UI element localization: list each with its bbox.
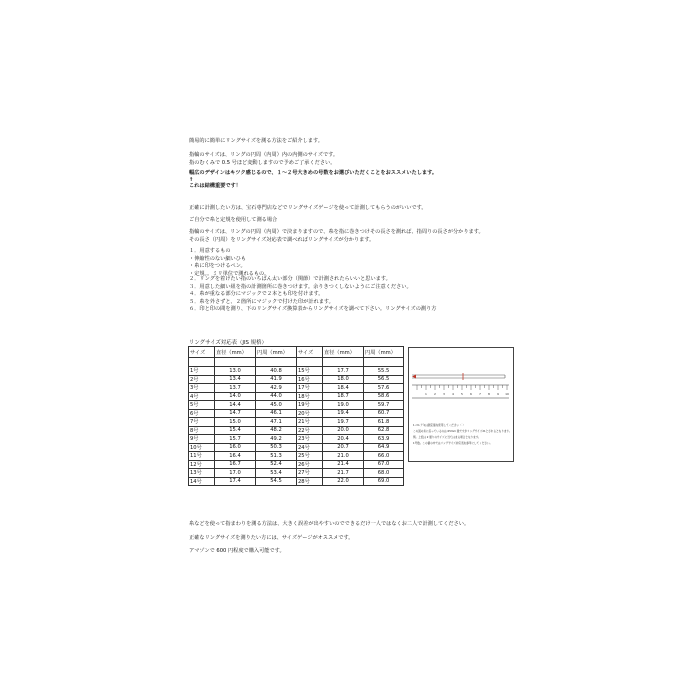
- table-cell: 16.4: [215, 452, 256, 461]
- step-item: ４．糸が重なる部分にマジックで２本とも印を付けます。: [189, 291, 324, 298]
- ruler-number: 9: [497, 392, 499, 396]
- table-row: [189, 443, 404, 452]
- table-cell: 28号: [297, 477, 323, 486]
- table-cell: 52.4: [256, 460, 297, 469]
- table-row: [189, 435, 404, 444]
- table-cell: 47.1: [256, 418, 297, 427]
- table-cell: 20.0: [323, 426, 364, 435]
- method-line: その長さ（円周）をリングサイズ対応表で調べればリングサイズが分かります。: [189, 236, 375, 243]
- ruler-number: 8: [488, 392, 490, 396]
- important-note: これは結構重要です！: [189, 183, 241, 189]
- step-item: ２．リングを着けたい指のいちばん太い部分（関節）で計測されたらいいと思います。: [189, 276, 391, 282]
- table-cell: 15号: [297, 367, 323, 376]
- table-cell: [323, 358, 364, 367]
- table-cell: 41.9: [256, 375, 297, 384]
- figure-note: 1号数。この値の中ではリングサイズ対応表を参考にしてください。: [413, 442, 493, 445]
- table-header-cell: サイズ: [189, 347, 215, 358]
- table-cell: 63.9: [364, 435, 404, 444]
- table-title: リングサイズ対応表（JIS 規格）: [189, 340, 267, 346]
- table-cell: 18.7: [323, 392, 364, 401]
- ruler-number: 10: [505, 392, 509, 396]
- table-header-row: [189, 347, 404, 358]
- ruler-number: 7: [479, 392, 481, 396]
- table-cell: 67.0: [364, 460, 404, 469]
- table-cell: 9号: [189, 435, 215, 444]
- table-cell: 64.9: [364, 443, 404, 452]
- table-cell: 14号: [189, 477, 215, 486]
- table-row: [189, 460, 404, 469]
- table-cell: 50.3: [256, 443, 297, 452]
- table-spacer-row: [189, 358, 404, 367]
- table-cell: [215, 358, 256, 367]
- table-row: [189, 469, 404, 478]
- table-cell: 20.7: [323, 443, 364, 452]
- table-row: [189, 401, 404, 410]
- intro-text: 簡易的に簡単にリングサイズを測る方法をご紹介します。: [189, 138, 323, 144]
- table-row: [189, 452, 404, 461]
- figure-note: 例。上記は 2 通りのサイズに当てはまる場合となります。: [413, 436, 481, 439]
- table-cell: 51.3: [256, 452, 297, 461]
- table-header-cell: サイズ: [297, 347, 323, 358]
- table-row: [189, 367, 404, 376]
- table-cell: 58.6: [364, 392, 404, 401]
- table-row: [189, 375, 404, 384]
- sizes-note: [189, 152, 338, 167]
- table-cell: 1号: [189, 367, 215, 376]
- table-cell: 60.7: [364, 409, 404, 418]
- table-cell: 13.7: [215, 384, 256, 393]
- table-cell: 45.0: [256, 401, 297, 410]
- table-cell: 17.0: [215, 469, 256, 478]
- table-header-cell: 直径（mm）: [323, 347, 364, 358]
- table-cell: 54.5: [256, 477, 297, 486]
- ruler-number: 6: [470, 392, 472, 396]
- table-cell: 62.8: [364, 426, 404, 435]
- table-cell: 22.0: [323, 477, 364, 486]
- table-cell: 13号: [189, 469, 215, 478]
- table-cell: 13.0: [215, 367, 256, 376]
- table-row: [189, 384, 404, 393]
- table-cell: 57.6: [364, 384, 404, 393]
- table-cell: 27号: [297, 469, 323, 478]
- table-cell: 40.8: [256, 367, 297, 376]
- self-measure-heading: ご自分で糸と定規を使用して測る場合: [189, 217, 278, 223]
- table-cell: 18.0: [323, 375, 364, 384]
- sizes-note-line: 指輪のサイズは、リングの円周（内周）内の内側のサイズです。: [189, 152, 339, 158]
- table-cell: 49.2: [256, 435, 297, 444]
- table-cell: 22号: [297, 426, 323, 435]
- ruler-number: 5: [461, 392, 463, 396]
- table-header-cell: 円周（mm）: [364, 347, 404, 358]
- figure-note: 1 cm アキは測定値を使用してください（ ）: [413, 424, 466, 427]
- table-cell: 21.4: [323, 460, 364, 469]
- step-item: ６．印と印の間を測り、下のリングサイズ換算表からリングサイズを調べて下さい。リングサイズの測り方: [189, 306, 437, 313]
- table-cell: 24号: [297, 443, 323, 452]
- footer-note: アマゾンで 600 円程度で購入可能です。: [189, 548, 285, 554]
- ruler-number: 4: [452, 392, 454, 396]
- items-list-item: ・糸に印をつけるペン。: [189, 263, 246, 270]
- table-cell: 21.0: [323, 452, 364, 461]
- table-cell: 12号: [189, 460, 215, 469]
- method-line: 指輪のサイズは、リングの円周（内周）で決まりますので、糸を指に巻きつけその長さを測れば、指周りの長さが分かります。: [189, 229, 484, 235]
- ruler-number: 2: [434, 392, 436, 396]
- table-cell: 17号: [297, 384, 323, 393]
- table-cell: 16.7: [215, 460, 256, 469]
- table-cell: 13.4: [215, 375, 256, 384]
- step-item: ５．糸を外さずと、２箇所にマジックで付けた印が計れます。: [189, 298, 334, 305]
- table-cell: [364, 358, 404, 367]
- table-cell: 17.7: [323, 367, 364, 376]
- table-cell: 17.4: [215, 477, 256, 486]
- footer-note: 正確なリングサイズを測りたい方には、サイズゲージがオススメです。: [189, 535, 354, 541]
- table-cell: 14.0: [215, 392, 256, 401]
- table-cell: 18.4: [323, 384, 364, 393]
- items-list: [189, 248, 269, 278]
- table-cell: 15.4: [215, 426, 256, 435]
- table-cell: 19.4: [323, 409, 364, 418]
- items-list-item: １．用意するもの: [189, 248, 231, 254]
- table-cell: 48.2: [256, 426, 297, 435]
- table-cell: 4号: [189, 392, 215, 401]
- table-cell: 16.0: [215, 443, 256, 452]
- table-cell: [256, 358, 297, 367]
- table-cell: 23号: [297, 435, 323, 444]
- table-cell: 26号: [297, 460, 323, 469]
- table-cell: 16号: [297, 375, 323, 384]
- table-cell: 42.9: [256, 384, 297, 393]
- table-cell: 66.0: [364, 452, 404, 461]
- table-cell: 8号: [189, 426, 215, 435]
- table-cell: 55.5: [364, 367, 404, 376]
- table-row: [189, 409, 404, 418]
- arrow-mark: ↑: [189, 177, 194, 183]
- table-cell: 19.0: [323, 401, 364, 410]
- table-cell: 19.7: [323, 418, 364, 427]
- table-cell: 11号: [189, 452, 215, 461]
- ring-size-table: [188, 346, 404, 486]
- table-cell: 15.0: [215, 418, 256, 427]
- table-cell: 5号: [189, 401, 215, 410]
- table-cell: 61.8: [364, 418, 404, 427]
- sizes-note-line: 指のむくみで 0.5 号ほど変動しますので予めご了承ください。: [189, 159, 336, 166]
- table-cell: 69.0: [364, 477, 404, 486]
- figure-note: この図の糸に沿っているのは 65mm 強ですがリングサイズ21とされるとなります。: [413, 430, 512, 433]
- step-item: ３．用意した細い紐を指の計測箇所に巻きつけます。余りきつくしないようにご注意ください。: [189, 283, 412, 290]
- table-cell: 53.4: [256, 469, 297, 478]
- ruler-number: 1: [425, 392, 427, 396]
- shop-measure-note: 正確に計測したい方は、宝石専門店などでリングサイズゲージを使って計測してもらうのがいいです。: [189, 205, 427, 211]
- ruler-ticks: [417, 385, 509, 396]
- footer-note: 糸などを使って指まわりを測る方法は、大きく誤差が出やすいのでできるだけ一人ではなくお二人で計測してください。: [189, 521, 470, 527]
- table-cell: 25号: [297, 452, 323, 461]
- steps-list: [189, 276, 436, 314]
- table-cell: [297, 358, 323, 367]
- table-header-cell: 円周（mm）: [256, 347, 297, 358]
- table-cell: 46.1: [256, 409, 297, 418]
- table-body: [189, 358, 404, 486]
- method-text: [189, 229, 484, 244]
- table-cell: 18号: [297, 392, 323, 401]
- table-cell: 20号: [297, 409, 323, 418]
- table-cell: 6号: [189, 409, 215, 418]
- ruler-figure: [408, 347, 514, 462]
- table-row: [189, 426, 404, 435]
- items-list-item: ・伸縮性のない細いひも: [189, 255, 247, 262]
- table-cell: 56.5: [364, 375, 404, 384]
- table-cell: 15.7: [215, 435, 256, 444]
- table-cell: 21号: [297, 418, 323, 427]
- table-cell: 44.0: [256, 392, 297, 401]
- table-cell: 3号: [189, 384, 215, 393]
- table-cell: 14.4: [215, 401, 256, 410]
- table-header-cell: 直径（mm）: [215, 347, 256, 358]
- table-cell: 14.7: [215, 409, 256, 418]
- table-cell: 19号: [297, 401, 323, 410]
- table-cell: 59.7: [364, 401, 404, 410]
- table-cell: 68.0: [364, 469, 404, 478]
- table-row: [189, 477, 404, 486]
- ruler-number: 3: [443, 392, 445, 396]
- table-row: [189, 392, 404, 401]
- table-cell: 10号: [189, 443, 215, 452]
- table-cell: [189, 358, 215, 367]
- table-row: [189, 418, 404, 427]
- items-list-item: ・定規。。ミリ単位で測れるもの。: [189, 270, 270, 277]
- wide-design-note: 幅広のデザインはキツク感じるので、１～２号大きめの号数をお選びいただくことをおススメいたします。: [189, 170, 438, 176]
- table-cell: 21.7: [323, 469, 364, 478]
- table-cell: 2号: [189, 375, 215, 384]
- table-cell: 20.4: [323, 435, 364, 444]
- table-cell: 7号: [189, 418, 215, 427]
